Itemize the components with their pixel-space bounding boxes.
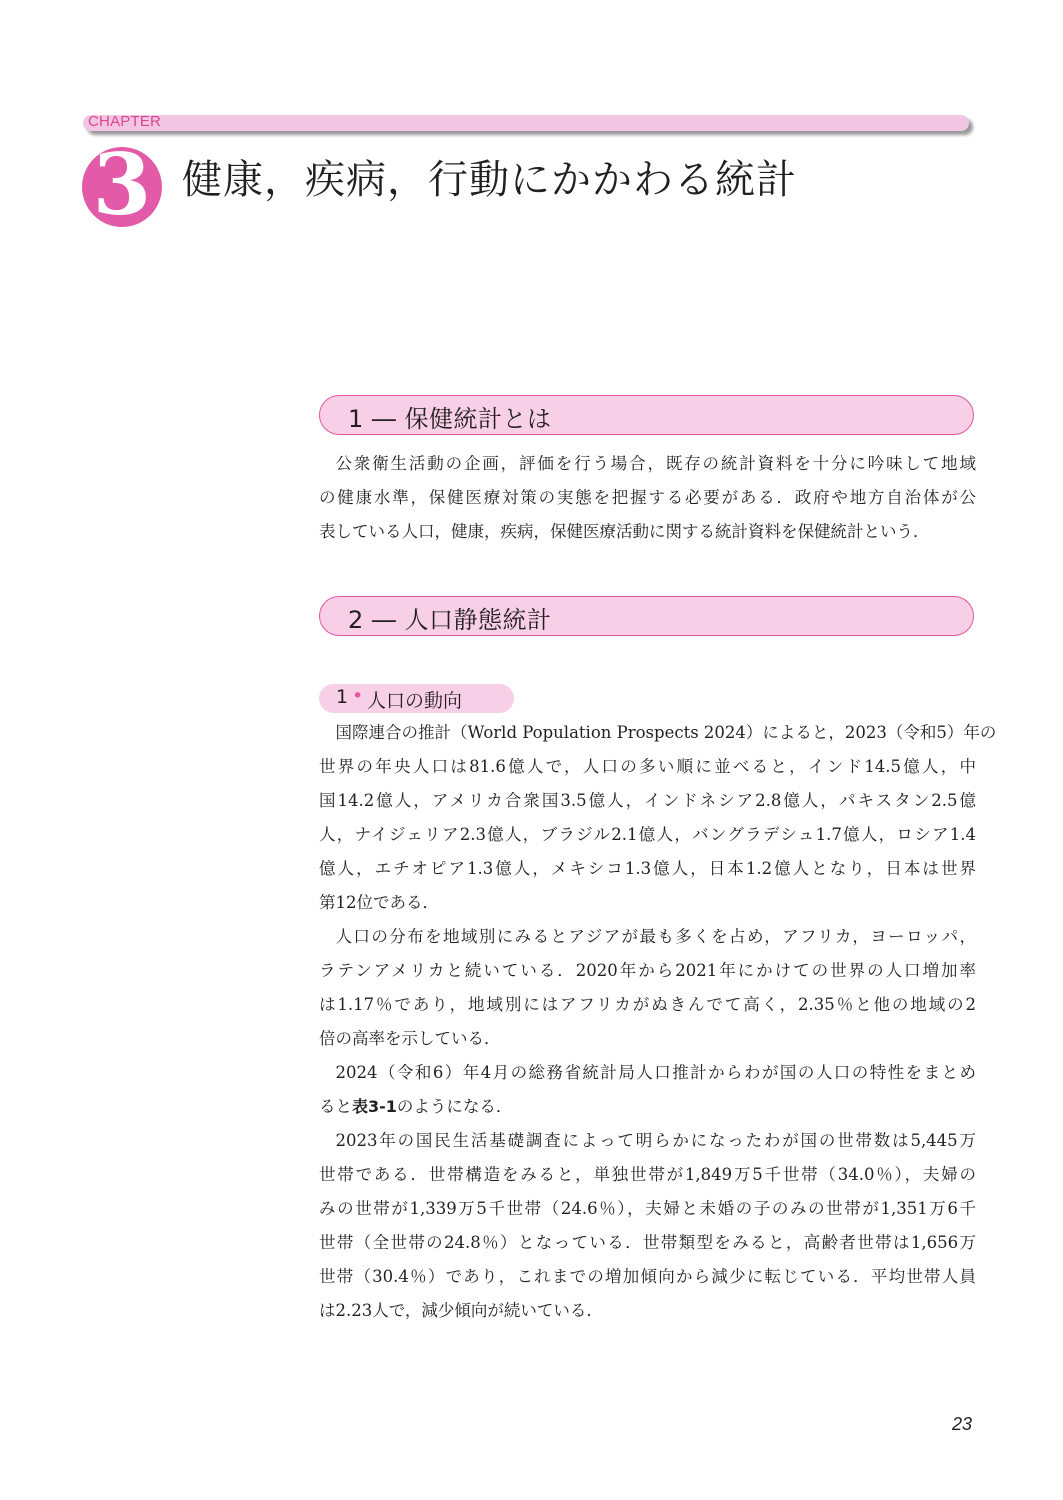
subsection-heading <box>319 684 514 713</box>
text-line: 国14.2億人，アメリカ合衆国3.5億人，インドネシア2.8億人，パキスタン2.5億 <box>319 791 976 810</box>
text-line: 人，ナイジェリア2.3億人，ブラジル2.1億人，バングラデシュ1.7億人，ロシア1.4 <box>319 825 976 844</box>
chapter-number: 3 <box>92 135 152 234</box>
section-heading-text: 2 ― 人口静態統計 <box>348 606 552 634</box>
text-line: ラテンアメリカと続いている．2020年から2021年にかけての世界の人口増加率 <box>319 961 976 980</box>
text-line: 倍の高率を示している． <box>319 1029 501 1048</box>
text-line: 国際連合の推計（World Population Prospects 2024）によると，2023（令和5）年の <box>335 723 997 742</box>
table-reference-link[interactable]: 表3-1 <box>352 1097 397 1116</box>
text-line <box>319 1090 976 1124</box>
text-fragment: ると <box>319 1097 352 1116</box>
text-line: 2024（令和6）年4月の総務省統計局人口推計からわが国の人口の特性をまとめ <box>335 1063 976 1082</box>
section-2-body <box>319 716 997 1328</box>
text-line: 公衆衛生活動の企画，評価を行う場合，既存の統計資料を十分に吟味して地域 <box>335 454 976 473</box>
text-line: 世界の年央人口は81.6億人で，人口の多い順に並べると，インド14.5億人，中 <box>319 757 976 776</box>
text-line: 人口の分布を地域別にみるとアジアが最も多くを占め，アフリカ，ヨーロッパ， <box>335 927 976 946</box>
bullet-icon: • <box>352 685 364 707</box>
text-line: 世帯（30.4％）であり，これまでの増加傾向から減少に転じている．平均世帯人員 <box>319 1267 976 1286</box>
text-line: の健康水準，保健医療対策の実態を把握する必要がある．政府や地方自治体が公 <box>319 488 976 507</box>
subsection-number: 1 <box>336 686 349 708</box>
chapter-label: CHAPTER <box>88 113 162 130</box>
section-heading-2 <box>319 596 974 636</box>
chapter-title: 健康，疾病，行動にかかわる統計 <box>182 157 797 203</box>
text-line: は1.17％であり，地域別にはアフリカがぬきんでて高く，2.35％と他の地域の2 <box>319 995 976 1014</box>
text-line: 表している人口，健康，疾病，保健医療活動に関する統計資料を保健統計という． <box>319 522 930 541</box>
text-line: 億人，エチオピア1.3億人，メキシコ1.3億人，日本1.2億人となり，日本は世界 <box>319 859 976 878</box>
chapter-bar <box>83 115 969 131</box>
text-line: みの世帯が1,339万5千世帯（24.6％），夫婦と未婚の子のみの世帯が1,351万6千 <box>319 1199 976 1218</box>
text-fragment: のようになる． <box>396 1097 513 1116</box>
text-line: 2023年の国民生活基礎調査によって明らかになったわが国の世帯数は5,445万 <box>335 1131 976 1150</box>
section-heading-1 <box>319 395 974 435</box>
text-line: 世帯である．世帯構造をみると，単独世帯が1,849万5千世帯（34.0％），夫婦の <box>319 1165 976 1184</box>
text-line: は2.23人で，減少傾向が続いている． <box>319 1301 603 1320</box>
text-line: 第12位である． <box>319 893 439 912</box>
section-1-body <box>319 447 976 549</box>
section-heading-text: 1 ― 保健統計とは <box>348 405 552 433</box>
text-line: 世帯（全世帯の24.8％）となっている．世帯類型をみると，高齢者世帯は1,656万 <box>319 1233 976 1252</box>
subsection-label: 人口の動向 <box>367 690 463 712</box>
page-number: 23 <box>952 1414 973 1434</box>
